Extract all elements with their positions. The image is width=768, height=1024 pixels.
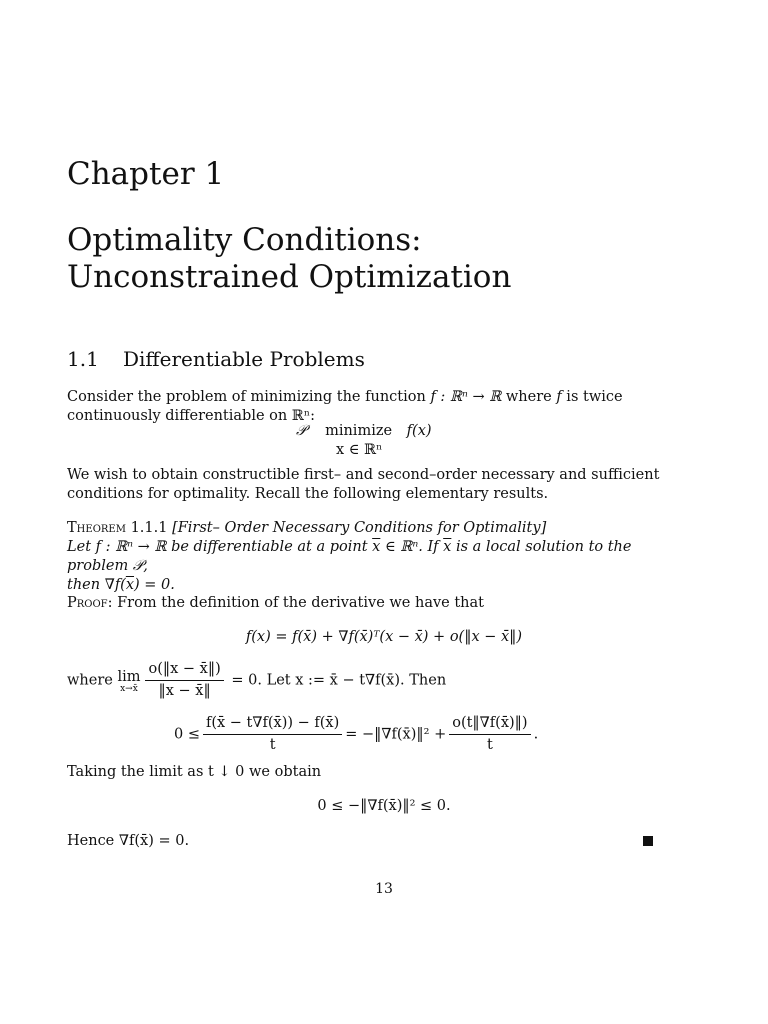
problem-statement xyxy=(296,422,432,441)
limit-text: Taking the limit as t ↓ 0 we obtain xyxy=(67,764,322,780)
chapter-title-line2: Unconstrained Optimization xyxy=(67,259,512,295)
equation-1: f(x) = f(x̄) + ∇f(x̄)ᵀ(x − x̄) + o(‖x − x̄‖) xyxy=(245,629,523,645)
qed-square-icon xyxy=(643,836,653,846)
chapter-title xyxy=(67,222,511,296)
limit-operator: lim x→x̄ xyxy=(117,668,141,694)
section-number: 1.1 xyxy=(67,347,99,371)
problem-constraint: x ∈ ℝⁿ xyxy=(336,442,383,458)
problem-objective: f(x) xyxy=(406,423,432,439)
proof-intro xyxy=(67,594,667,613)
function-map: f : ℝⁿ → ℝ xyxy=(430,389,502,405)
theorem-block xyxy=(67,519,667,595)
problem-minimize: minimize xyxy=(325,423,393,439)
eq2-fraction-2: $\frac{o(t‖\nabla f(x̄)‖)}{t}$ xyxy=(449,714,530,755)
chapter-label: Chapter 1 xyxy=(67,156,225,192)
problem-name: 𝒫 xyxy=(296,423,307,439)
proof-label: Proof: xyxy=(67,595,113,611)
proof-text: From the definition of the derivative we have that xyxy=(112,595,484,611)
limit-line xyxy=(67,660,446,701)
page-number: 13 xyxy=(375,881,393,897)
limit-fraction: $\frac{o(‖x - x̄‖)}{‖x - x̄‖}$ xyxy=(145,660,223,701)
equation-3: 0 ≤ −‖∇f(x̄)‖² ≤ 0. xyxy=(317,798,451,814)
where-text: where xyxy=(67,672,118,689)
intro-text-b: where xyxy=(501,389,557,405)
proof-conclusion: Hence ∇f(x̄) = 0. xyxy=(67,833,190,849)
equation-2: 0 ≤ $\frac{f(x̄ - t\nabla f(x̄)) - f(x̄)}{t}$ = −‖∇f(x̄)‖² + $\frac{o(t‖\nabla f(x̄)‖)}{t}$ . xyxy=(174,715,539,753)
intro-text-a: Consider the problem of minimizing the function xyxy=(67,389,431,405)
theorem-title: [First– Order Necessary Conditions for Optimality] xyxy=(172,520,547,536)
function-symbol: f xyxy=(556,389,562,405)
paragraph-2: We wish to obtain constructible first– and second–order necessary and sufficient conditions for optimality. Recall the following elementary results. xyxy=(67,467,660,502)
intro-paragraph xyxy=(67,388,667,426)
limit-rest: = 0. Let x := x̄ − t∇f(x̄). Then xyxy=(226,672,447,689)
chapter-title-line1: Optimality Conditions: xyxy=(67,222,422,258)
section-title: Differentiable Problems xyxy=(123,347,365,371)
section-heading xyxy=(67,347,365,371)
theorem-label: Theorem 1.1.1 xyxy=(67,520,168,536)
theorem-statement: Let f : ℝⁿ → ℝ be differentiable at a point $\overline{x}$ ∈ ℝⁿ. If $\overline{x}$ is a local solution to the problem 𝒫, then $\nabla f(\overline{x}) = 0$. xyxy=(67,539,632,593)
eq2-fraction-1: $\frac{f(x̄ - t\nabla f(x̄)) - f(x̄)}{t}$ xyxy=(203,714,342,755)
intro-text-c: is twice continuously differentiable on ℝⁿ: xyxy=(67,389,623,424)
